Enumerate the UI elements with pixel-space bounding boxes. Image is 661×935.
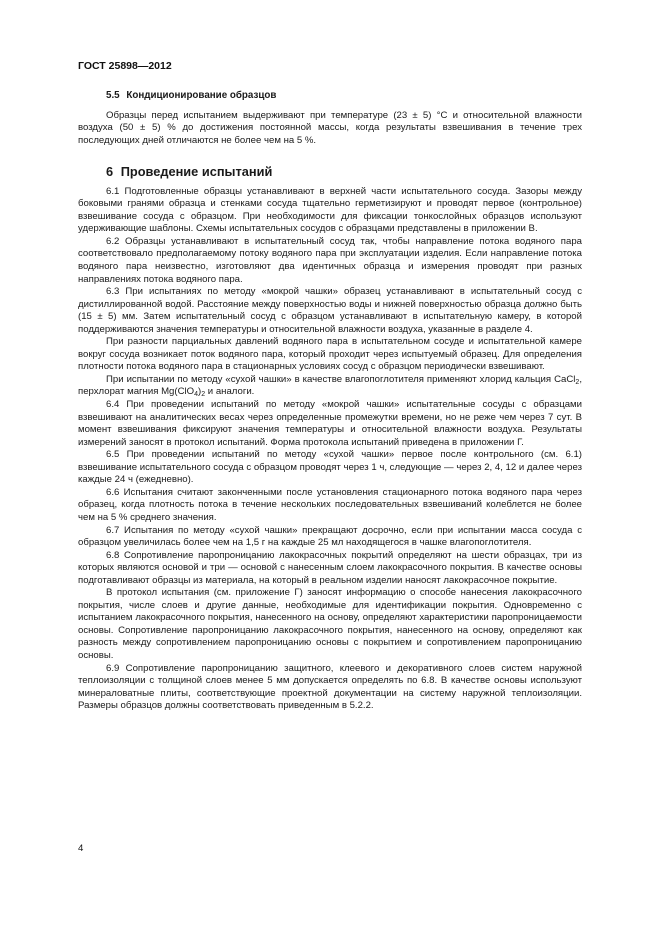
desiccant-text-c: ): [198, 386, 202, 398]
section-5-5-title: Кондиционирование образцов: [126, 90, 277, 101]
desiccant-text-a: При испытании по методу «сухой чашки» в качестве влагопоглотителя применяют хлорид кальция CaCl: [106, 373, 576, 385]
paragraph-6-2: 6.2 Образцы устанавливают в испытательный сосуд так, чтобы направление потока водяного пара соответствовало предполагаемому потоку водяного пара при эксплуатации изделия. Если направление потока водяного пара неизвестно, изготовляют два идентичных образца и измерения проводят при разных направлениях потока водяного пара.: [78, 235, 582, 285]
section-6-heading: [106, 166, 582, 179]
desiccant-text-d: и аналоги.: [205, 386, 255, 398]
paragraph-6-8: 6.8 Сопротивление паропроницанию лакокрасочных покрытий определяют на шести образцах, три из которых являются основой и три — основой с нанесенным слоем лакокрасочного покрытия. В качестве основы подготавливают образцы из материала, на который в реальном изделии наносят лакокрасочное покрытие.: [78, 549, 582, 586]
paragraph-6-4: 6.4 При проведении испытаний по методу «мокрой чашки» испытательные сосуды с образцами взвешивают на аналитических весах через определенные промежутки времени, но не реже чем через 7 сут. В момент взвешивания фиксируют значения температуры и относительной влажности воздуха. Результаты измерений заносят в протокол испытаний. Форма протокола испытаний приведена в приложении Г.: [78, 399, 582, 448]
paragraph-6-5: 6.5 При проведении испытаний по методу «сухой чашки» первое после контрольного (см. 6.1) взвешивание испытательного сосуда с образцом проводят через 1 ч, следующие — через 2, 4, 12 и далее через каждые 24 ч (ежедневно).: [78, 449, 582, 486]
paragraph-dry-cup-desiccant: [78, 374, 582, 399]
formula-subscript: 2: [575, 378, 580, 386]
formula-subscript: 4: [194, 391, 199, 399]
formula-subscript: 2: [201, 391, 206, 399]
paragraph-6-1: 6.1 Подготовленные образцы устанавливают в верхней части испытательного сосуда. Зазоры между боковыми гранями образца и стенками сосуда тщательно герметизируют и проводят первое (контрольное) взвешивание сосуда с образцом. При необходимости для фиксации тонкослойных образцов используют удерживающие шаблоны. Схемы испытательных сосудов с образцами представлены в приложении В.: [78, 185, 582, 235]
paragraph-6-9: 6.9 Сопротивление паропроницанию защитного, клеевого и декоративного слоев систем наружной теплоизоляции с толщиной слоев менее 5 мм допускается определять по 6.8. В качестве основы используют минераловатные плиты, соответствующие проектной документации на систему наружной теплоизоляции. Размеры образцов должны соответствовать приведенным в 5.2.2.: [78, 662, 582, 712]
paragraph-protocol: В протокол испытания (см. приложение Г) заносят информацию о способе нанесения лакокрасочного покрытия, числе слоев и другие данные, необходимые для идентификации покрытия. Одновременно с испытанием лакокрасочного покрытия, нанесенного на основу, определяют характеристики паропроницаемости основы. Сопротивление паропроницанию лакокрасочного покрытия, нанесенного на основу, определяют как разность между сопротивлением паропроницанию основы с покрытием и сопротивлением паропроницанию основы.: [78, 587, 582, 661]
page-number: 4: [78, 843, 84, 854]
standard-code: ГОСТ 25898—2012: [78, 60, 172, 72]
section-5-5-heading: [106, 90, 582, 103]
document-body: [78, 90, 582, 713]
paragraph-partial-pressure: При разности парциальных давлений водяного пара в испытательном сосуде и испытательной камере вокруг сосуда возникает поток водяного пара, который проходит через испытуемый образец. Для определения плотности потока водяного пара в стационарных условиях сосуд с образцом периодически взвешивают.: [78, 336, 582, 373]
paragraph-6-7: 6.7 Испытания по методу «сухой чашки» прекращают досрочно, если при испытании масса сосуда с образцом увеличилась более чем на 1,5 г на каждые 25 мл находящегося в чашке влагопоглотителя.: [78, 524, 582, 549]
paragraph-6-6: 6.6 Испытания считают законченными после установления стационарного потока водяного пара через образец, когда плотность потока в течение нескольких последовательных взвешиваний колеблется не более чем на 5 % среднего значения.: [78, 486, 582, 523]
section-5-5-number: 5.5: [106, 90, 120, 101]
desiccant-text-b: , перхлорат магния Mg(ClO: [78, 373, 582, 398]
section-6-title: Проведение испытаний: [120, 164, 273, 180]
section-6-number: 6: [106, 164, 114, 180]
paragraph-6-3: 6.3 При испытаниях по методу «мокрой чашки» образец устанавливают в испытательный сосуд с дистиллированной водой. Расстояние между поверхностью воды и нижней поверхностью образца должно быть (15 ± 5) мм. Затем испытательный сосуд с образцом устанавливают в испытательную камеру, в которой поддерживаются значения температуры и относительной влажности воздуха, указанные в разделе 4.: [78, 286, 582, 335]
section-5-5-paragraph: Образцы перед испытанием выдерживают при температуре (23 ± 5) °С и относительной влажности воздуха (50 ± 5) % до достижения постоянной массы, когда результаты взвешивания в течение трех последующих дней отличаются не более чем на 5 %.: [78, 109, 582, 146]
